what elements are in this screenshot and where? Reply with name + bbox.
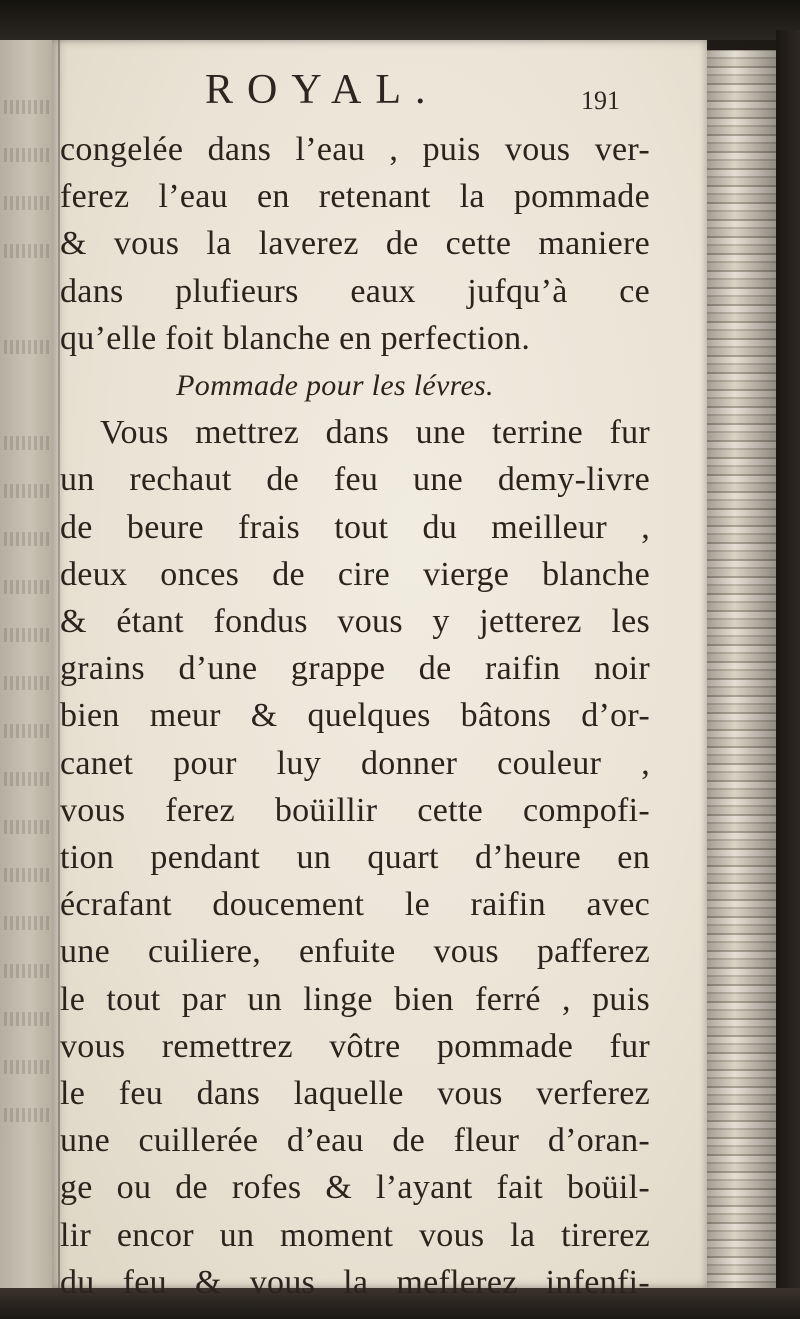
bleed-mark bbox=[4, 484, 50, 498]
text-line: congelée dans l’eau , puis vous ver- bbox=[60, 131, 650, 168]
text-line: du feu & vous la meflerez infenfi- bbox=[60, 1263, 650, 1301]
text-line: ge ou de rofes & l’ayant fait boüil- bbox=[60, 1169, 650, 1207]
text-line: deux onces de cire vierge blanche bbox=[60, 555, 650, 593]
text-line: canet pour luy donner couleur , bbox=[60, 744, 650, 782]
text-line: bien meur & quelques bâtons d’or- bbox=[60, 697, 650, 735]
bleed-mark bbox=[4, 724, 50, 738]
text-line: une cuillerée d’eau de fleur d’oran- bbox=[60, 1122, 650, 1160]
bleed-mark bbox=[4, 1060, 50, 1074]
text-line: vous ferez boüillir cette compofi- bbox=[60, 791, 650, 829]
facing-page-edge bbox=[0, 40, 58, 1300]
bleed-mark bbox=[4, 1108, 50, 1122]
text-line: un rechaut de feu une demy-livre bbox=[60, 461, 650, 499]
section-heading: Pommade pour les lévres. bbox=[176, 369, 494, 403]
text-line: de beure frais tout du meilleur , bbox=[60, 508, 650, 546]
text-line: ferez l’eau en retenant la pommade bbox=[60, 178, 650, 216]
bleed-mark bbox=[4, 772, 50, 786]
text-line: une cuiliere, enfuite vous pafferez bbox=[60, 933, 650, 971]
bleed-mark bbox=[4, 916, 50, 930]
text-line: Vous mettrez dans une terrine fur bbox=[100, 414, 650, 452]
text-line: tion pendant un quart d’heure en bbox=[60, 839, 650, 877]
bleed-mark bbox=[4, 196, 50, 210]
bleed-mark bbox=[4, 820, 50, 834]
bleed-mark bbox=[4, 532, 50, 546]
text-line: qu’elle foit blanche en perfection. bbox=[60, 319, 531, 357]
text-line: le tout par un linge bien ferré , puis bbox=[60, 980, 650, 1018]
text-line: vous remettrez vôtre pommade fur bbox=[60, 1027, 650, 1065]
cover-edge bbox=[776, 30, 800, 1319]
bleed-mark bbox=[4, 244, 50, 258]
bleed-mark bbox=[4, 1012, 50, 1026]
body-text bbox=[60, 126, 650, 1306]
bleed-mark bbox=[4, 100, 50, 114]
text-line: écrafant doucement le raifin avec bbox=[60, 886, 650, 924]
bleed-mark bbox=[4, 676, 50, 690]
bleed-mark bbox=[4, 436, 50, 450]
text-line: lir encor un moment vous la tirerez bbox=[60, 1216, 650, 1254]
bleed-mark bbox=[4, 964, 50, 978]
text-line: & étant fondus vous y jetterez les bbox=[60, 603, 650, 641]
text-line: & vous la laverez de cette maniere bbox=[60, 225, 650, 263]
text-line: le feu dans laquelle vous verferez bbox=[60, 1075, 650, 1113]
bleed-mark bbox=[4, 340, 50, 354]
bleed-mark bbox=[4, 148, 50, 162]
top-shadow bbox=[0, 0, 800, 40]
page-header bbox=[150, 66, 620, 126]
page-edges-shade bbox=[707, 50, 777, 1290]
bleed-mark bbox=[4, 868, 50, 882]
text-line: grains d’une grappe de raifin noir bbox=[60, 650, 650, 688]
page-number: 191 bbox=[581, 86, 620, 115]
bleed-mark bbox=[4, 628, 50, 642]
bleed-mark bbox=[4, 580, 50, 594]
text-line: dans plufieurs eaux jufqu’à ce bbox=[60, 272, 650, 310]
running-head: ROYAL. bbox=[205, 67, 440, 113]
